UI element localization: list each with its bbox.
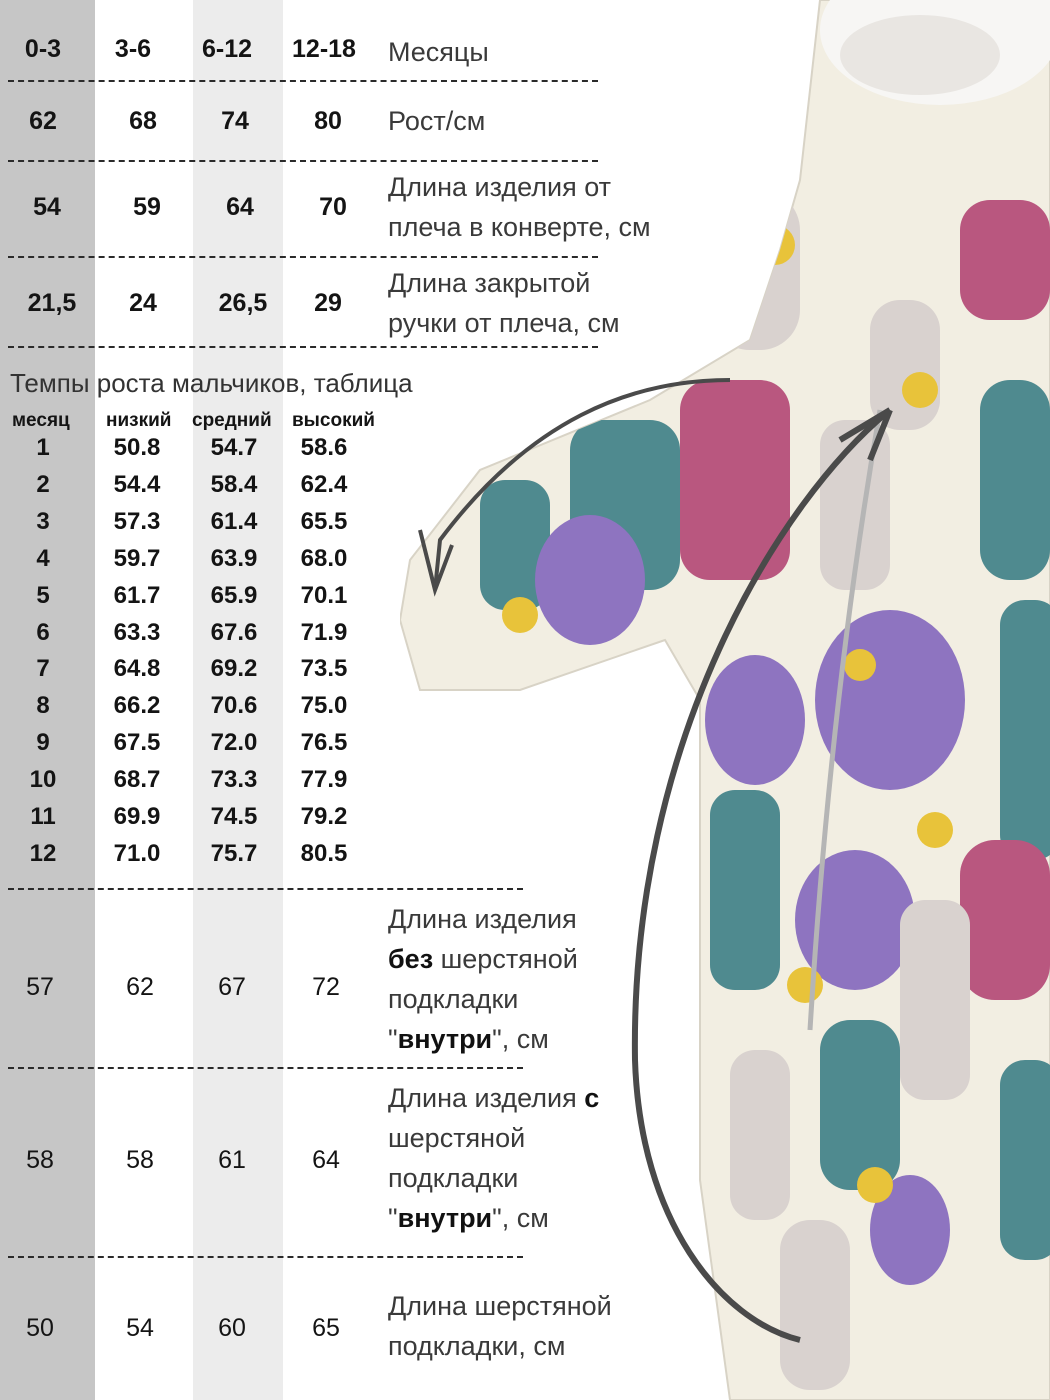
growth-table-cell: 71.0 bbox=[113, 839, 161, 867]
cell: 64 bbox=[226, 193, 254, 221]
growth-table-cell: 12 bbox=[29, 839, 57, 867]
months-label: Месяцы bbox=[388, 37, 489, 67]
growth-table-cell: 8 bbox=[36, 692, 50, 720]
size-col-6-12: 6-12 bbox=[201, 35, 253, 63]
growth-table-cell: 70.6 bbox=[210, 692, 258, 720]
growth-table-cell: 69.9 bbox=[113, 803, 161, 830]
growth-table-cell: 11 bbox=[30, 803, 56, 830]
cell: 65 bbox=[312, 1314, 340, 1342]
height-label: Рост/см bbox=[388, 106, 486, 136]
cell: 54 bbox=[33, 193, 61, 221]
growth-table-cell: 1 bbox=[36, 434, 50, 461]
length-envelope-label: Длина изделия от плеча в конверте, см bbox=[388, 172, 651, 242]
divider bbox=[8, 1067, 523, 1069]
divider bbox=[8, 346, 598, 348]
growth-table-title: Темпы роста мальчиков, таблица bbox=[10, 368, 413, 398]
growth-header-mid: средний bbox=[192, 410, 272, 431]
growth-table-cell: 80.5 bbox=[300, 839, 348, 867]
divider bbox=[8, 1256, 523, 1258]
cell: 62 bbox=[126, 973, 154, 1001]
cell: 80 bbox=[314, 107, 342, 135]
cell: 21,5 bbox=[27, 289, 77, 317]
growth-table-cell: 2 bbox=[36, 470, 50, 498]
growth-table-cell: 79.2 bbox=[300, 803, 348, 830]
divider bbox=[8, 160, 598, 162]
growth-table-cell: 71.9 bbox=[300, 618, 348, 646]
growth-header-low: низкий bbox=[106, 410, 172, 431]
divider bbox=[8, 256, 598, 258]
growth-table-cell: 64.8 bbox=[113, 655, 161, 683]
growth-table-cell: 76.5 bbox=[300, 729, 348, 757]
cell: 67 bbox=[218, 973, 246, 1001]
growth-header-high: высокий bbox=[292, 410, 375, 431]
length-with-lining-label: Длина изделия с шерстяной подкладки "внутри", см bbox=[388, 1083, 600, 1233]
growth-table-cell: 65.5 bbox=[300, 507, 348, 535]
growth-table-cell: 68.7 bbox=[113, 766, 161, 794]
growth-table-cell: 73.5 bbox=[300, 655, 348, 683]
growth-table-cell: 3 bbox=[36, 507, 50, 535]
growth-table-cell: 62.4 bbox=[300, 470, 348, 498]
cell: 70 bbox=[319, 193, 347, 221]
cell: 72 bbox=[312, 973, 340, 1001]
growth-table-cell: 65.9 bbox=[210, 581, 258, 609]
growth-header-month: месяц bbox=[12, 410, 70, 431]
length-without-lining-label: Длина изделия без шерстяной подкладки "внутри", см bbox=[388, 904, 578, 1054]
cell: 62 bbox=[29, 107, 57, 135]
cell: 68 bbox=[129, 107, 157, 135]
growth-table-cell: 58.4 bbox=[210, 470, 258, 498]
growth-table-cell: 67.5 bbox=[113, 729, 161, 757]
cell: 74 bbox=[221, 107, 249, 135]
growth-table-cell: 69.2 bbox=[210, 655, 258, 683]
growth-table-cell: 57.3 bbox=[113, 507, 161, 535]
growth-table-cell: 68.0 bbox=[300, 544, 348, 572]
cell: 58 bbox=[126, 1146, 154, 1174]
size-col-0-3: 0-3 bbox=[24, 35, 62, 63]
lining-length-label: Длина шерстяной подкладки, см bbox=[388, 1291, 612, 1361]
growth-table-cell: 70.1 bbox=[300, 581, 348, 609]
growth-table-cell: 4 bbox=[36, 544, 50, 572]
growth-table-cell: 10 bbox=[29, 766, 57, 794]
growth-table-cell: 5 bbox=[36, 581, 50, 609]
growth-table-cell: 63.9 bbox=[210, 544, 258, 572]
cell: 61 bbox=[218, 1146, 246, 1174]
growth-table-cell: 6 bbox=[36, 618, 50, 646]
growth-table-cell: 74.5 bbox=[210, 803, 258, 830]
growth-table-cell: 7 bbox=[36, 655, 50, 683]
growth-table-cell: 61.7 bbox=[113, 581, 161, 609]
size-col-3-6: 3-6 bbox=[114, 35, 152, 63]
growth-table-cell: 63.3 bbox=[113, 618, 161, 646]
growth-table-cell: 66.2 bbox=[113, 692, 161, 720]
cell: 54 bbox=[126, 1314, 154, 1342]
growth-table-cell: 50.8 bbox=[113, 434, 161, 461]
growth-table-cell: 59.7 bbox=[113, 544, 161, 572]
cell: 58 bbox=[26, 1146, 54, 1174]
divider bbox=[8, 888, 523, 890]
sleeve-label: Длина закрытой ручки от плеча, см bbox=[388, 268, 620, 338]
cell: 57 bbox=[26, 973, 54, 1001]
growth-table-cell: 61.4 bbox=[210, 507, 258, 535]
cell: 24 bbox=[129, 289, 157, 317]
growth-table-cell: 67.6 bbox=[210, 618, 258, 646]
cell: 59 bbox=[133, 193, 161, 221]
growth-table-cell: 54.7 bbox=[210, 434, 258, 461]
growth-table-cell: 54.4 bbox=[113, 470, 161, 498]
growth-table-cell: 75.7 bbox=[210, 839, 258, 867]
size-col-12-18: 12-18 bbox=[292, 35, 356, 63]
growth-table-cell: 9 bbox=[36, 729, 50, 757]
cell: 50 bbox=[26, 1314, 54, 1342]
cell: 29 bbox=[314, 289, 342, 317]
growth-table-cell: 58.6 bbox=[300, 434, 348, 461]
divider bbox=[8, 80, 598, 82]
growth-table-cell: 72.0 bbox=[210, 729, 258, 757]
cell: 60 bbox=[218, 1314, 246, 1342]
growth-table-cell: 77.9 bbox=[300, 766, 348, 794]
cell: 64 bbox=[312, 1146, 340, 1174]
growth-table-cell: 75.0 bbox=[300, 692, 348, 720]
cell: 26,5 bbox=[218, 289, 268, 317]
growth-table-cell: 73.3 bbox=[210, 766, 258, 794]
